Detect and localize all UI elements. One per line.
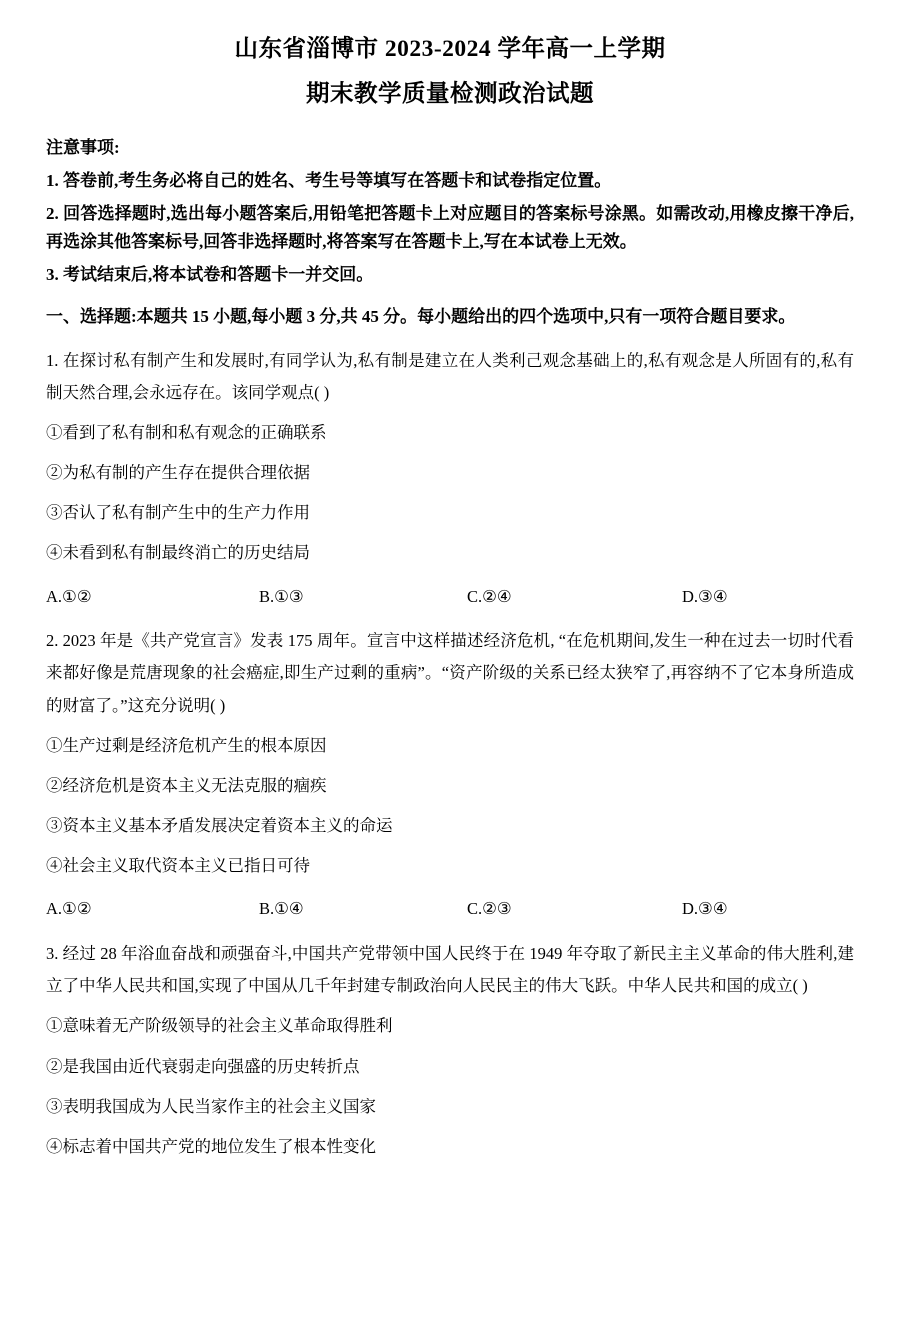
- question-option: ③资本主义基本矛盾发展决定着资本主义的命运: [46, 816, 393, 836]
- notice-heading: 注意事项:: [46, 137, 120, 157]
- choice-a: A.①②: [46, 586, 92, 606]
- question-choice-row: [46, 582, 854, 612]
- choice-c: C.②④: [467, 586, 512, 606]
- question-option: ②是我国由近代衰弱走向强盛的历史转折点: [46, 1056, 360, 1076]
- choice-b: B.①③: [259, 586, 304, 606]
- choice-b: B.①④: [259, 899, 304, 919]
- choice-d: D.③④: [682, 586, 728, 606]
- question-option: ④未看到私有制最终消亡的历史结局: [46, 543, 310, 563]
- page-title-line-2: 期末教学质量检测政治试题: [306, 81, 594, 108]
- notice-item-2: 2. 回答选择题时,选出每小题答案后,用铅笔把答题卡上对应题目的答案标号涂黑。如需改动,用橡皮擦干净后,再选涂其他答案标号,回答非选择题时,将答案写在答题卡上,写在本试卷上无效。: [46, 204, 854, 251]
- question-option: ②经济危机是资本主义无法克服的痼疾: [46, 775, 327, 795]
- question-3: [46, 938, 854, 1163]
- choice-d: D.③④: [682, 899, 728, 919]
- question-option: ④社会主义取代资本主义已指日可待: [46, 856, 310, 876]
- question-option: ②为私有制的产生存在提供合理依据: [46, 463, 310, 483]
- question-option: ①生产过剩是经济危机产生的根本原因: [46, 735, 327, 755]
- question-option: ③表明我国成为人民当家作主的社会主义国家: [46, 1096, 376, 1116]
- question-choice-row: [46, 894, 854, 924]
- question-1: [46, 345, 854, 612]
- notice-item-3: 3. 考试结束后,将本试卷和答题卡一并交回。: [46, 265, 374, 285]
- choice-a: A.①②: [46, 899, 92, 919]
- question-option: ③否认了私有制产生中的生产力作用: [46, 503, 310, 523]
- question-option: ①看到了私有制和私有观念的正确联系: [46, 422, 327, 442]
- question-option: ①意味着无产阶级领导的社会主义革命取得胜利: [46, 1016, 393, 1036]
- question-stem: 3. 经过 28 年浴血奋战和顽强奋斗,中国共产党带领中国人民终于在 1949 年夺取了新民主主义革命的伟大胜利,建立了中华人民共和国,实现了中国从几千年封建专制政治向人民民主的伟大飞跃。中华人民共和国的成立( ): [46, 944, 854, 996]
- question-2: [46, 625, 854, 924]
- question-stem: 1. 在探讨私有制产生和发展时,有同学认为,私有制是建立在人类利己观念基础上的,私有观念是人所固有的,私有制天然合理,会永远存在。该同学观点( ): [46, 350, 854, 402]
- section-heading-multiple-choice: 一、选择题:本题共 15 小题,每小题 3 分,共 45 分。每小题给出的四个选项中,只有一项符合题目要求。: [46, 306, 796, 326]
- choice-c: C.②③: [467, 899, 512, 919]
- page-title-line-1: 山东省淄博市 2023-2024 学年高一上学期: [234, 36, 666, 62]
- question-stem: 2. 2023 年是《共产党宣言》发表 175 周年。宣言中这样描述经济危机, “在危机期间,发生一种在过去一切时代看来都好像是荒唐现象的社会癌症,即生产过剩的重病”。“资产阶级的关系已经太狭窄了,再容纳不了它本身所造成的财富了。”这充分说明( ): [46, 631, 854, 715]
- notice-item-1: 1. 答卷前,考生务必将自己的姓名、考生号等填写在答题卡和试卷指定位置。: [46, 170, 612, 190]
- question-option: ④标志着中国共产党的地位发生了根本性变化: [46, 1136, 376, 1156]
